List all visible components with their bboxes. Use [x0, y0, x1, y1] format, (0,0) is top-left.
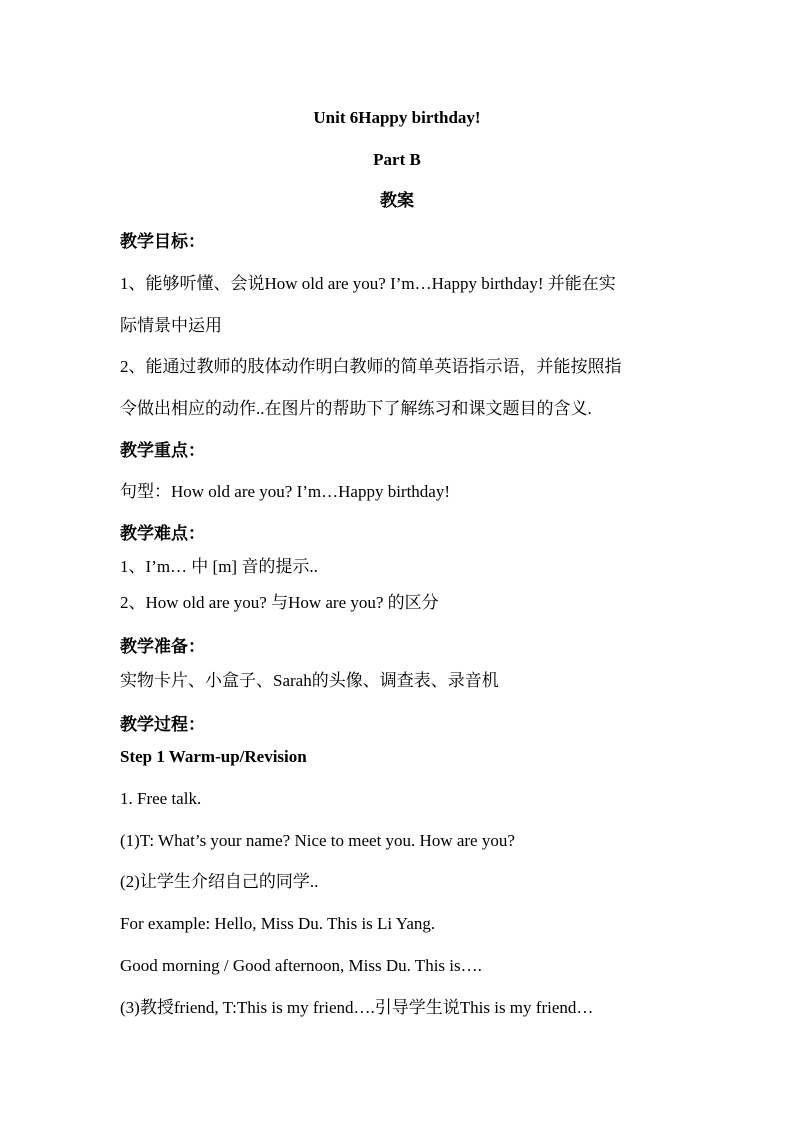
objective-2-line-1: 2、能通过教师的肢体动作明白教师的简单英语指示语，并能按照指 — [120, 357, 622, 376]
preparation-heading: 教学准备： — [120, 637, 205, 656]
free-talk-item-3: (3)教授friend, T:This is my friend….引导学生说This is my friend… — [120, 998, 594, 1017]
key-points-heading: 教学重点： — [120, 441, 205, 460]
objectives-heading: 教学目标： — [120, 232, 205, 251]
difficulty-1: 1、I’m… 中 [m] 音的提示.. — [120, 557, 318, 576]
process-heading: 教学过程： — [120, 715, 205, 734]
free-talk-label: 1. Free talk. — [120, 789, 202, 808]
free-talk-item-1: (1)T: What’s your name? Nice to meet you. How are you? — [120, 831, 515, 850]
free-talk-item-2: (2)让学生介绍自己的同学.. — [120, 872, 319, 891]
objective-2-line-2: 令做出相应的动作..在图片的帮助下了解练习和课文题目的含义. — [120, 399, 592, 418]
key-points-text: 句型：How old are you? I’m…Happy birthday! — [120, 482, 451, 501]
document-type: 教案 — [380, 191, 414, 210]
document-title: Unit 6Happy birthday! — [313, 108, 481, 127]
step-1-heading: Step 1 Warm-up/Revision — [120, 747, 307, 766]
example-line-1: For example: Hello, Miss Du. This is Li Yang. — [120, 914, 436, 933]
document-part: Part B — [373, 150, 421, 169]
difficulty-2: 2、How old are you? 与How are you? 的区分 — [120, 593, 439, 612]
preparation-text: 实物卡片、小盒子、Sarah的头像、调查表、录音机 — [120, 671, 499, 690]
example-line-2: Good morning / Good afternoon, Miss Du. This is…. — [120, 956, 482, 975]
objective-1-line-2: 际情景中运用 — [120, 316, 222, 335]
difficulties-heading: 教学难点： — [120, 524, 205, 543]
objective-1-line-1: 1、能够听懂、会说How old are you? I’m…Happy birthday! 并能在实 — [120, 274, 616, 293]
